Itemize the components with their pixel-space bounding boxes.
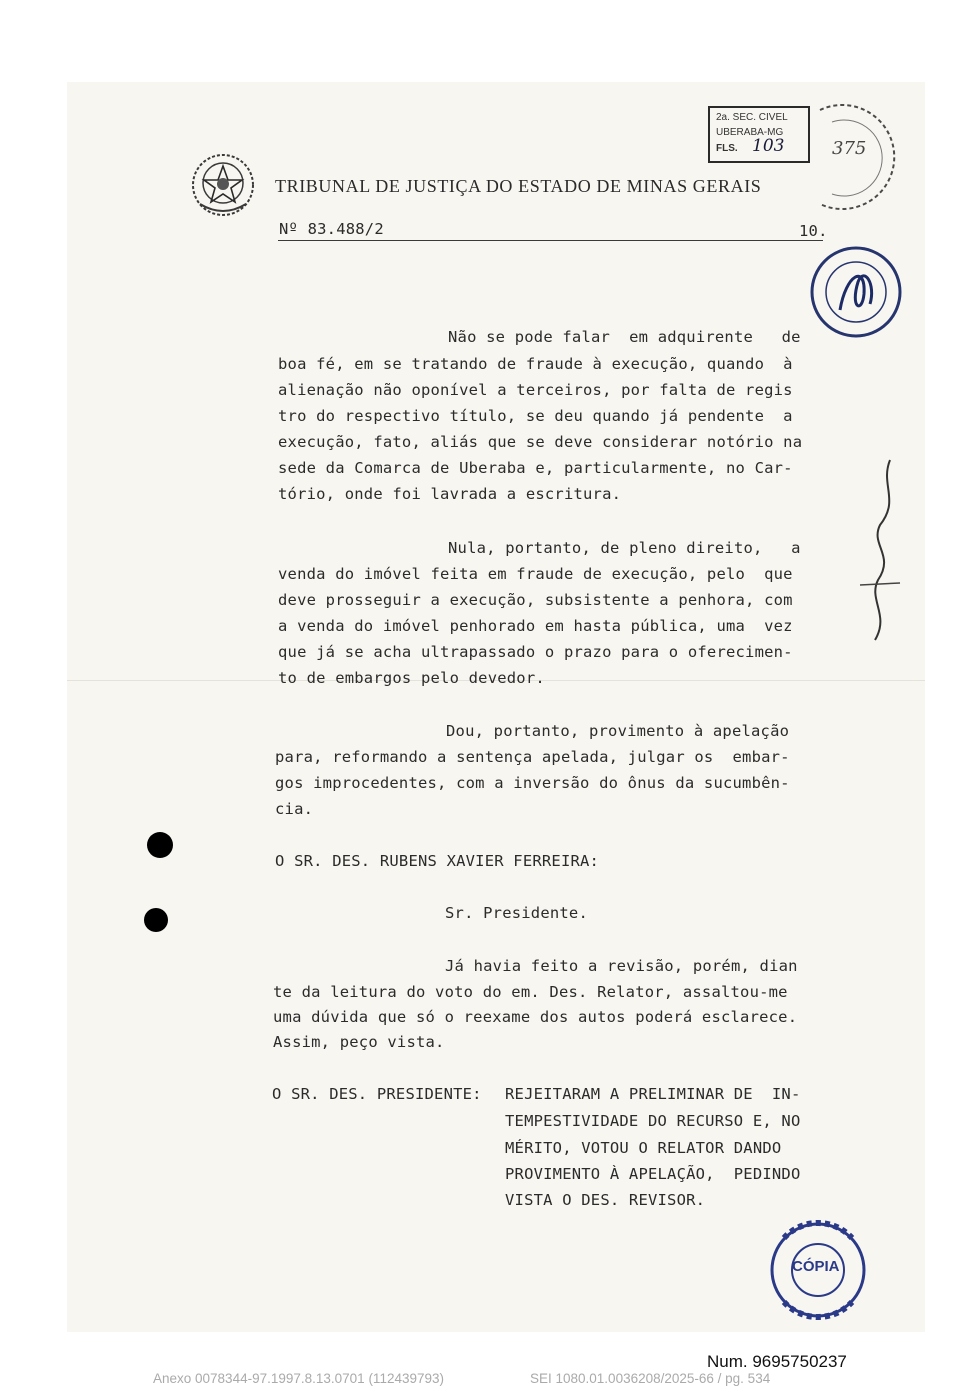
case-number: Nº 83.488/2: [279, 220, 384, 238]
body-line: Nula, portanto, de pleno direito, a: [448, 539, 801, 557]
body-line: Dou, portanto, provimento à apelação: [446, 722, 790, 740]
body-line: uma dúvida que só o reexame dos autos poderá esclarece.: [273, 1008, 798, 1026]
stamp-city-line: UBERABA-MG: [716, 127, 784, 138]
punch-hole: [147, 832, 173, 858]
page-number: 10.: [799, 222, 828, 240]
body-line: tro do respectivo título, se deu quando já pendente a: [278, 407, 793, 425]
body-line: cia.: [275, 800, 314, 818]
speaker-heading: O SR. DES. RUBENS XAVIER FERREIRA:: [275, 852, 600, 870]
document-num: Num. 9695750237: [707, 1352, 847, 1371]
body-line: Assim, peço vista.: [273, 1033, 445, 1051]
punch-hole: [144, 908, 168, 932]
decision-line: MÉRITO, VOTOU O RELATOR DANDO: [505, 1139, 782, 1157]
body-line: boa fé, em se tratando de fraude à execução, quando à: [278, 355, 793, 373]
copia-stamp-label: CÓPIA: [792, 1258, 840, 1275]
stamp-fls-number: 103: [752, 136, 785, 156]
body-line: gos improcedentes, com a inversão do ônus da sucumbên-: [275, 774, 790, 792]
body-line: to de embargos pelo devedor.: [278, 669, 545, 687]
header-rule: [278, 240, 823, 241]
decision-line: REJEITARAM A PRELIMINAR DE IN-: [505, 1085, 801, 1103]
court-title: TRIBUNAL DE JUSTIÇA DO ESTADO DE MINAS GERAIS: [275, 176, 762, 196]
body-line: execução, fato, aliás que se deve considerar notório na: [278, 433, 803, 451]
body-line: sede da Comarca de Uberaba e, particularmente, no Car-: [278, 459, 793, 477]
court-section-stamp: [708, 106, 810, 163]
round-registry-stamp: [800, 100, 912, 218]
body-line: tório, onde foi lavrada a escritura.: [278, 485, 622, 503]
decision-line: TEMPESTIVIDADE DO RECURSO E, NO: [505, 1112, 801, 1130]
body-line: alienação não oponível a terceiros, por falta de regis: [278, 381, 793, 399]
sei-reference: SEI 1080.01.0036208/2025-66 / pg. 534: [530, 1371, 771, 1386]
body-line: venda do imóvel feita em fraude de execução, pelo que: [278, 565, 793, 583]
decision-line: VISTA O DES. REVISOR.: [505, 1191, 706, 1209]
handwritten-page-number: 375: [832, 138, 867, 159]
coat-of-arms-emblem: [190, 152, 256, 218]
body-line: que já se acha ultrapassado o prazo para o oferecimen-: [278, 643, 793, 661]
body-line: para, reformando a sentença apelada, julgar os embar-: [275, 748, 790, 766]
stamp-fls-label: FLS.: [716, 143, 738, 154]
greeting-line: Sr. Presidente.: [445, 904, 588, 922]
margin-signature: [850, 455, 910, 655]
document-page: [67, 82, 925, 1332]
decision-line: PROVIMENTO À APELAÇÃO, PEDINDO: [505, 1165, 801, 1183]
annex-reference: Anexo 0078344-97.1997.8.13.0701 (112439793): [153, 1371, 445, 1386]
court-seal-blue: [806, 244, 906, 340]
stamp-section-line: 2a. SEC. CIVEL: [716, 112, 788, 123]
body-line: Não se pode falar em adquirente de: [448, 328, 801, 346]
speaker-heading: O SR. DES. PRESIDENTE:: [272, 1085, 482, 1103]
body-line: deve prosseguir a execução, subsistente a penhora, com: [278, 591, 793, 609]
body-line: a venda do imóvel penhorado em hasta pública, uma vez: [278, 617, 793, 635]
body-line: Já havia feito a revisão, porém, dian: [445, 957, 798, 975]
body-line: te da leitura do voto do em. Des. Relator, assaltou-me: [273, 983, 788, 1001]
